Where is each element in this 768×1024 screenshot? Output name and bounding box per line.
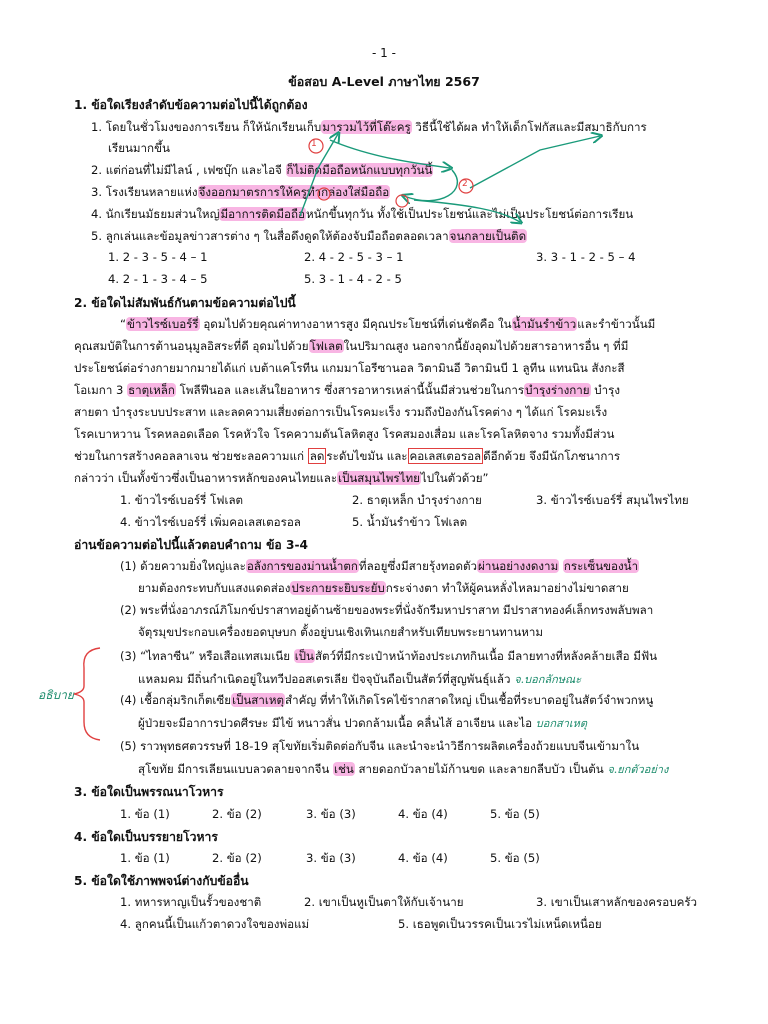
passage-2-cont: จัตุรมุขประกอบเครื่องยอดบุษบก ตั้งอยู่บนเชิงเทินเกยสำหรับเทียบพระยานทานหาม [138, 625, 543, 639]
q2-passage-line-3: ประโยชน์ต่อร่างกายมากมายได้แก่ เบต้าแคโรทีน แกมมาโอรีซานอล วิตามินอี วิตามินบี 1 ลูทีน แทนนิน สังกะสี [74, 361, 625, 375]
passage-4: (4) เชื้อกลุ่มริกเก็ตเซียเป็นสาเหตุสำคัญ ที่ทำให้เกิดโรคไข้รากสาดใหญ่ เป็นเชื้อที่ระบาดอยู่ในสัตว์จำพวกหนู [120, 693, 654, 707]
q3-option-5[interactable]: 5. ข้อ (5) [490, 807, 540, 821]
q1-sentence-4: 4. นักเรียนมัธยมส่วนใหญ่มีอาการติดมือถือหนักขึ้นทุกวัน ทั้งใช้เป็นประโยชน์และไม่เป็นประโยชน์ต่อการเรียน [91, 207, 634, 221]
q3-option-4[interactable]: 4. ข้อ (4) [398, 807, 448, 821]
question-1: 1. ข้อใดเรียงลำดับข้อความต่อไปนี้ได้ถูกต้อง [74, 98, 308, 112]
q2-passage-line-5: สายตา บำรุงระบบประสาท และลดความเสี่ยงต่อการเป็นโรคมะเร็ง รวมถึงป้องกันโรคต่าง ๆ ได้แก่ โรคมะเร็ง [74, 405, 608, 419]
q2-option-2[interactable]: 2. ธาตุเหล็ก บำรุงร่างกาย [352, 493, 482, 507]
q2-passage-line-2: คุณสมบัติในการต้านอนุมูลอิสระที่ดี อุดมไปด้วยโฟเลตในปริมาณสูง นอกจากนี้ยังอุดมไปด้วยสารอาหารอื่น ๆ ที่มี [74, 339, 629, 353]
q2-passage-line-4: โอเมกา 3 ธาตุเหล็ก โพลีฟีนอล และเส้นใยอาหาร ซึ่งสารอาหารเหล่านี้นั้นมีส่วนช่วยในการบำรุงร่างกาย บำรุง [74, 383, 621, 397]
q5-option-2[interactable]: 2. เขาเป็นหูเป็นตาให้กับเจ้านาย [304, 895, 464, 909]
handwritten-note: บอกสาเหตุ [535, 717, 588, 730]
reading-heading: อ่านข้อความต่อไปนี้แล้วตอบคำถาม ข้อ 3-4 [74, 538, 308, 552]
side-handwritten-note: อธิบาย [38, 688, 74, 702]
q1-sentence-5: 5. ลูกเล่นและข้อมูลข่าวสารต่าง ๆ ในสื่อดึงดูดให้ต้องจับมือถือตลอดเวลาจนกลายเป็นติด [91, 229, 527, 243]
page-number: - 1 - [372, 46, 396, 60]
passage-5-cont: สุโขทัย มีการเลียนแบบลวดลายจากจีน เช่น สายดอกบัวลายไม้ก้านขด และลายกลีบบัว เป็นต้น จ.ยกตัวอย่าง [138, 762, 669, 776]
handwritten-note: จ.ยกตัวอย่าง [607, 763, 669, 776]
q1-sentence-1-cont: เรียนมากขึ้น [108, 141, 170, 155]
q2-option-5[interactable]: 5. น้ำมันรำข้าว โฟเลต [352, 515, 468, 529]
q1-option-2-selected[interactable]: 2. 4 - 2 - 5 - 3 – 1 [304, 250, 403, 264]
passage-5: (5) ราวพุทธศตวรรษที่ 18-19 สุโขทัยเริ่มติดต่อกับจีน และนำจะนำวิธีการผลิตเครื่องถ้วยแบบจีนเข้ามาใน [120, 739, 640, 753]
number-mark-2: 2 [462, 179, 468, 189]
bracket-icon [74, 648, 100, 740]
q2-passage-line-6: โรคเบาหวาน โรคหลอดเลือด โรคหัวใจ โรคความดันโลหิตสูง โรคสมองเสื่อม และโรคโลหิตจาง รวมทั้งมีส่วน [74, 427, 615, 441]
q2-passage-line-1: “ข้าวไรซ์เบอร์รี่ อุดมไปด้วยคุณค่าทางอาหารสูง มีคุณประโยชน์ที่เด่นชัดคือ ในน้ำมันรำข้าวและรำข้าวนั้นมี [120, 317, 656, 331]
question-4: 4. ข้อใดเป็นบรรยายโวหาร [74, 830, 218, 844]
q1-option-3[interactable]: 3. 3 - 1 - 2 - 5 – 4 [536, 250, 636, 264]
q2-option-1[interactable]: 1. ข้าวไรซ์เบอร์รี่ โฟเลต [120, 493, 244, 507]
order-arrow-icon [470, 136, 600, 188]
question-5: 5. ข้อใดใช้ภาพพจน์ต่างกับข้ออื่น [74, 874, 249, 888]
number-mark-1: 1 [311, 139, 317, 149]
q3-option-2[interactable]: 2. ข้อ (2) [212, 807, 262, 821]
passage-4-cont: ผู้ป่วยจะมีอาการปวดศีรษะ มีไข้ หนาวสั่น ปวดกล้ามเนื้อ คลื่นไส้ อาเจียน และไอ บอกสาเหตุ [138, 716, 588, 730]
q1-sentence-2: 2. แต่ก่อนที่ไม่มีไลน์ , เฟซบุ๊ก และไอจี ก็ไม่ติดมือถือหนักแบบทุกวันนี้ [91, 163, 433, 177]
q5-option-4[interactable]: 4. ลูกคนนี้เป็นแก้วตาดวงใจของพ่อแม่ [120, 917, 310, 931]
q4-option-1[interactable]: 1. ข้อ (1) [120, 851, 170, 865]
passage-1-cont: ยามต้องกระทบกับแสงแดดส่องประกายระยิบระยับกระจ่างตา ทำให้ผู้คนหลั่งไหลมาอย่างไม่ขาดสาย [138, 581, 629, 595]
q5-option-5-selected[interactable]: 5. เธอพูดเป็นวรรคเป็นเวรไม่เหน็ดเหนื่อย [398, 916, 602, 934]
page-title: ข้อสอบ A-Level ภาษาไทย 2567 [288, 74, 480, 89]
q4-option-3[interactable]: 3. ข้อ (3) [306, 851, 356, 865]
q4-option-5[interactable]: 5. ข้อ (5) [490, 851, 540, 865]
q3-option-3[interactable]: 3. ข้อ (3) [306, 807, 356, 821]
q1-option-5[interactable]: 5. 3 - 1 - 4 - 2 - 5 [304, 272, 402, 286]
q1-option-4[interactable]: 4. 2 - 1 - 3 - 4 – 5 [108, 272, 208, 286]
q1-sentence-1: 1. โดยในชั่วโมงของการเรียน ก็ให้นักเรียนเก็บมารวมไว้ที่โต๊ะครู วิธีนี้ใช้ได้ผล ทำให้เด็กโฟกัสและมีสมาธิกับการ [91, 120, 647, 134]
q1-option-1[interactable]: 1. 2 - 3 - 5 - 4 – 1 [108, 250, 208, 264]
q3-option-1-selected[interactable]: 1. ข้อ (1) [120, 806, 170, 824]
q5-option-3[interactable]: 3. เขาเป็นเสาหลักของครอบครัว [536, 895, 698, 909]
passage-2: (2) พระที่นั่งอาภรณ์ภิโมกข์ปราสาทอยู่ด้านซ้ายของพระที่นั่งจักรีมหาปราสาท มีปราสาทองค์เล็กทรงพลับพลา [120, 603, 654, 617]
handwritten-note: จ.บอกลักษณะ [514, 673, 582, 686]
q4-option-2-selected[interactable]: 2. ข้อ (2) [212, 850, 262, 868]
q2-option-3[interactable]: 3. ข้าวไรซ์เบอร์รี่ สมุนไพรไทย [536, 493, 689, 507]
q5-option-1[interactable]: 1. ทหารหาญเป็นรั้วของชาติ [120, 895, 262, 909]
q4-option-4[interactable]: 4. ข้อ (4) [398, 851, 448, 865]
question-2: 2. ข้อใดไม่สัมพันธ์กันตามข้อความต่อไปนี้ [74, 296, 296, 310]
passage-1: (1) ด้วยความยิ่งใหญ่และอลังการของม่านน้ำตกที่ลอยูซึ่งมีสายรุ้งทอดตัวผ่านอย่างงดงาม กระเซ็นของน้ำ [120, 559, 639, 573]
question-3: 3. ข้อใดเป็นพรรณนาโวหาร [74, 785, 224, 799]
q2-passage-line-8: กล่าวว่า เป็นทั้งข้าวซึ่งเป็นอาหารหลักของคนไทยและเป็นสมุนไพรไทยไปในตัวด้วย” [74, 471, 489, 485]
q2-option-4-selected[interactable]: 4. ข้าวไรซ์เบอร์รี่ เพิ่มคอเลสเตอรอล [120, 514, 301, 532]
passage-3-cont: แหลมคม มีถิ่นกำเนิดอยู่ในทวีปออสเตรเลีย ปัจจุบันถือเป็นสัตว์ที่สูญพันธุ์แล้ว จ.บอกลักษณะ [138, 672, 582, 686]
passage-3: (3) “ไทลาซีน” หรือเสือแทสเมเนีย เป็นสัตว์ที่มีกระเป๋าหน้าท้องประเภทกินเนื้อ มีลายทางที่หลังคล้ายเสือ มีฟัน [120, 649, 658, 663]
q2-passage-line-7: ช่วยในการสร้างคอลลาเจน ช่วยชะลอความแก่ ลด ระดับไขมัน และ คอเลสเตอรอล ดีอีกด้วย จึงมีนักโภชนาการ [74, 449, 621, 463]
q1-sentence-3: 3. โรงเรียนหลายแห่งจึงออกมาตรการให้ครูทำกล่องใส่มือถือ [91, 185, 390, 199]
